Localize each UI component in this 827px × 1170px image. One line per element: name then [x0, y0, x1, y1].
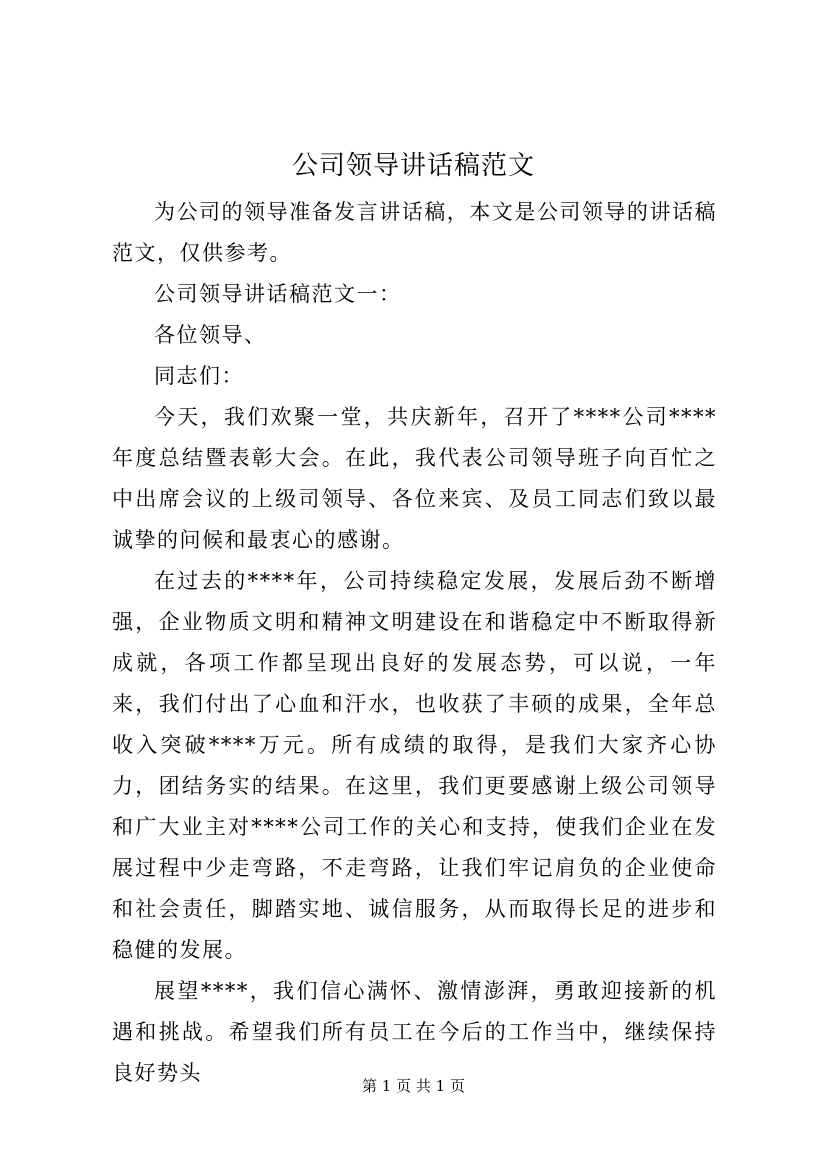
paragraph-salutation-leaders: 各位领导、: [154, 323, 267, 347]
paragraph-heading: 公司领导讲话稿范文一：: [154, 282, 402, 306]
paragraph-outlook: 展望****，我们信心满怀、激情澎湃，勇敢迎接新的机遇和挑战。希望我们所有员工在今后的工作当中，继续保持良好势头: [112, 979, 717, 1085]
paragraph-salutation-comrades: 同志们：: [154, 364, 244, 388]
paragraph-review: 在过去的****年，公司持续稳定发展，发展后劲不断增强，企业物质文明和精神文明建设在和谐稳定中不断取得新成就，各项工作都呈现出良好的发展态势，可以说，一年来，我们付出了心血和汗水，也收获了丰硕的成果，全年总收入突破****万元。所有成绩的取得，是我们大家齐心协力，团结务实的结果。在这里，我们更要感谢上级公司领导和广大业主对****公司工作的关心和支持，使我们企业在发展过程中少走弯路，不走弯路，让我们牢记肩负的企业使命和社会责任，脚踏实地、诚信服务，从而取得长足的进步和稳健的发展。: [112, 569, 717, 962]
paragraph-opening: 今天，我们欢聚一堂，共庆新年，召开了****公司****年度总结暨表彰大会。在此，我代表公司领导班子向百忙之中出席会议的上级司领导、各位来宾、及员工同志们致以最诚挚的问候和最衷心的感谢。: [112, 405, 717, 552]
document-body: [112, 192, 717, 1094]
paragraph-intro: 为公司的领导准备发言讲话稿，本文是公司领导的讲话稿范文，仅供参考。: [112, 200, 717, 265]
page-footer: 第 1 页 共 1 页: [362, 1077, 465, 1095]
document-title: 公司领导讲话稿范文: [291, 151, 535, 181]
